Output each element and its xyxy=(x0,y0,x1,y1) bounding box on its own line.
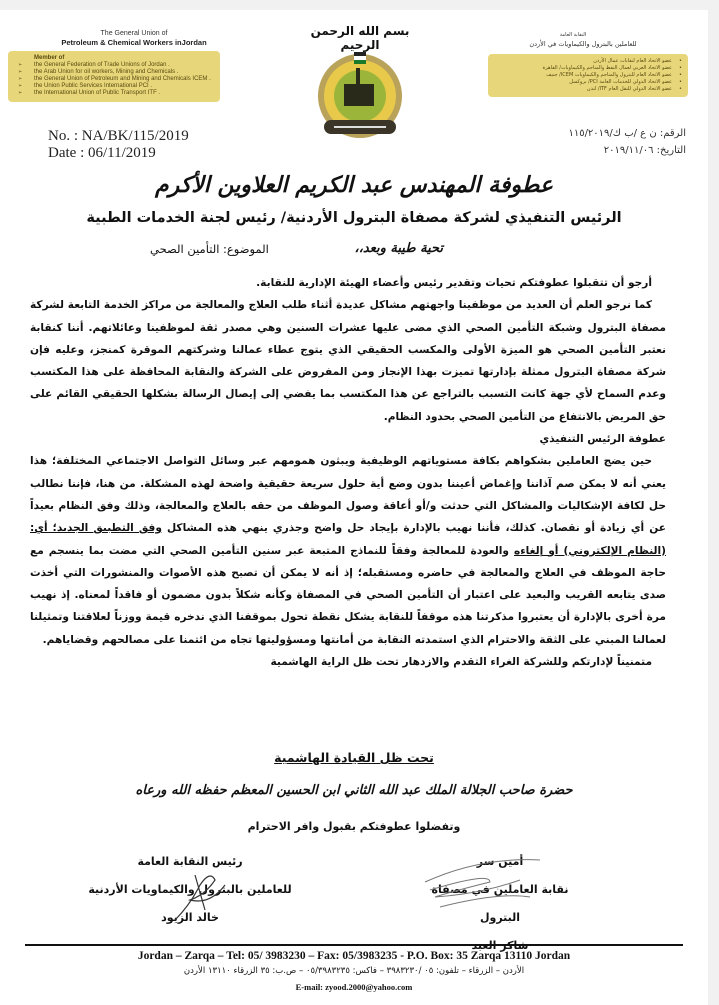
signer-title: رئيس النقابة العامة xyxy=(137,855,243,868)
ref-date-ar: التاريخ: ٢٠١٩/١١/٠٦ xyxy=(603,145,686,156)
ref-date: Date : 06/11/2019 xyxy=(48,145,156,161)
member-item-ar: • عضو الاتحاد الدولي للنقل العام ITF/ لندن xyxy=(494,86,682,93)
member-item: ➢ the International Union of Public Transport ITF . xyxy=(14,90,214,97)
member-item-ar: • عضو الاتحاد الدولي للخدمات العامة PCI/ بروكسل xyxy=(494,79,682,86)
member-title: Member of xyxy=(34,55,65,61)
body-paragraph: كما نرجو العلم أن العديد من موظفينا واجهتهم مشاكل عديدة أثناء طلب العلاج والمعالجة من مراكز الخدمة التابعة لشركة مصفاة البترول وشبكة التأمين الصحي الذي مضى عليها عشرات السنين وهي مصدر ثقة لموظفينا وعائلاتهم. أننا كنقابة نعتبر التأمين الصحي هو الميزة الأولى والمكسب الحقيقي الذي يتوج عطاء عمالنا وشركتهم الموقرة كمنجز، وعليه فإن شركة مصفاة البترول ممثلة بإدارتها تميزت بهذا الإنجاز ومن المفروض على الشركة والنقابة المحافظة على هذا المكتسب وعدم السماح لأي جهة كانت التسبب بالتراجع عن هذا المكتسب بما يفضي إلى إيصال الرسالة بشكلها الحقيقي القائم على حق المريض بالانتفاع من التأمين الصحي بحدود النظام. xyxy=(30,299,666,423)
body-text: والعودة للمعالجة وفقاً للنماذج المتبعة عبر سنين التأمين الصحي التي مضت بما ينسجم مع حاجة الموظف في العلاج والمعالجة في حاضره ومستقبله؛ إذ أنه لا يمكن أن تصبح هذه الأصوات والمنشورات التي أخذت صدى يتابعه القريب والبعيد على اعتبار أن التأمين الصحي في المصفاة وكأنه شكلاً بدون مضمون أو فاقداً لمعناه. إذ نهيب مرة أخرى بالإدارة أن يعتبروا مذكرتنا هذه موقفاً للنقابة يشكل نقطة تحول بموقفنا الذي ندخره قيمة ووزناً لعلاقتنا وتمثيلنا لعمالنا المبني على الثقة والاحترام الذي استمدته النقابة من أمانتها ومسؤوليتها تجاه من ائتمنا على مصالحهم وقضاياهم. xyxy=(30,544,666,646)
basmala: بسم الله الرحمن الرحيم xyxy=(310,24,410,52)
body-paragraph: أرجو أن تتقبلوا عطوفتكم تحيات وتقدير رئيس وأعضاء الهيئة الإدارية للنقابة. xyxy=(256,277,652,289)
signature-scribble-icon xyxy=(170,865,230,925)
membership-box-arabic xyxy=(488,54,688,97)
signer-org: للعاملين بالبترول والكيماويات الأردنية xyxy=(88,883,292,896)
member-item: ➢ the General Union of Petroleum and Mining and Chemicals ICEM . xyxy=(14,76,214,83)
org-name-ar-line1: النقابة العامة xyxy=(559,32,587,38)
member-item: ➢ the Arab Union for oil workers, Mining and Chemicals . xyxy=(14,69,214,76)
addressee-title: الرئيس التنفيذي لشركة مصفاة البترول الأردنية/ رئيس لجنة الخدمات الطبية xyxy=(86,210,622,226)
member-item-ar: • عضو الاتحاد العام لنقابات عمال الأردن xyxy=(494,58,682,65)
org-name-ar-line2: للعاملين بالبترول والكيماويات في الأردن xyxy=(529,40,637,48)
footer-divider xyxy=(25,944,683,946)
footer-email: E-mail: zyood.2000@yahoo.com xyxy=(295,982,413,992)
ref-number-ar: الرقم: ن ع /ب ك/١١٥/٢٠١٩ xyxy=(568,128,686,139)
letterhead-arabic xyxy=(488,32,688,97)
membership-box-english xyxy=(8,51,220,102)
body-paragraph xyxy=(30,450,666,651)
member-item: ➢ the General Federation of Trade Unions of Jordan . xyxy=(14,62,214,69)
hashemite-heading: تحت ظل القيادة الهاشمية xyxy=(274,750,434,765)
subject-line: الموضوع: التأمين الصحي xyxy=(150,242,269,256)
king-line: حضرة صاحب الجلالة الملك عبد الله الثاني ابن الحسين المعظم حفظه الله ورعاه xyxy=(135,783,573,798)
addressee-name: عطوفة المهندس عبد الكريم العلاوين الأكرم xyxy=(155,172,553,198)
member-item-ar: • عضو الاتحاد العام للبترول والمناجم والكيماويات ICEM/ جنيف xyxy=(494,72,682,79)
member-item: ➢ the Union Public Services International PCI . xyxy=(14,83,214,90)
org-name-line2: Petroleum & Chemical Workers inJordan xyxy=(61,38,207,47)
letterhead-english xyxy=(8,30,220,102)
reference-english xyxy=(48,128,189,162)
underlined-text: وفق التطبيق الجديد؛ أي: (النظام الإلكتروني) أو إلغاءه xyxy=(30,522,666,557)
member-item-ar: • عضو الاتحاد العربي لعمال النفط والمناجم والكيماويات/ القاهرة xyxy=(494,65,682,72)
signer-title: أمين سر xyxy=(476,855,524,868)
greeting: تحية طيبة وبعد،، xyxy=(354,241,443,256)
body-heading: عطوفة الرئيس التنفيذي xyxy=(539,433,666,446)
signer-name: خالد الزيود xyxy=(161,911,219,924)
body-text: حين يضج العاملين بشكواهم بكافة مستوياتهم الوظيفية ويبثون همومهم عبر وسائل التواصل الاجتماعي المختلفة؛ هذا يعني أنه لا يمكن صم آذاننا وإغماض أعيننا بدون وضع أية حلول سريعة حقيقية واضحة لهذه المشكلة. من هنا، فإننا نطالب حل لكافة الإشكاليات والمشاكل التي حدثت و/أو أعاقة وصول الموظف من حقه بالعلاج والمعالجة، وذلك وفق النظام بعيداً عن أي زيادة أو نقصان. كذلك، فأننا نهيب بالإدارة بإيجاد حل واضح وجذري ينهي هذه المشاكل xyxy=(30,455,666,535)
gear-emblem-icon xyxy=(310,46,410,146)
org-name-line1: The General Union of xyxy=(100,30,168,37)
letter-page xyxy=(0,10,708,1005)
footer-address-english: Jordan – Zarqa – Tel: 05/ 3983230 – Fax: 05/3983235 - P.O. Box: 35 Zarqa 13110 Jordan xyxy=(137,950,571,962)
footer-address-arabic: الأردن – الزرقاء – تلفون: ٠٥ /٣٩٨٣٢٣٠ – فاكس: ٠٥/٣٩٨٣٢٣٥ – ص.ب: ٣٥ الزرقاء ١٣١١٠ الأردن xyxy=(183,966,525,976)
closing-line: وتفضلوا عطوفتكم بقبول وافر الاحترام xyxy=(247,820,461,833)
signer-org: نقابة العاملين في مصفاة البترول xyxy=(431,883,569,924)
wishes-line: متمنيناً لإدارتكم وللشركة الغراء التقدم والازدهار تحت ظل الراية الهاشمية xyxy=(270,656,652,669)
signature-scribble-icon xyxy=(420,852,550,912)
reference-arabic xyxy=(536,125,686,159)
ref-number: No. : NA/BK/115/2019 xyxy=(48,128,189,144)
union-logo xyxy=(310,46,410,146)
letter-body xyxy=(30,272,666,673)
